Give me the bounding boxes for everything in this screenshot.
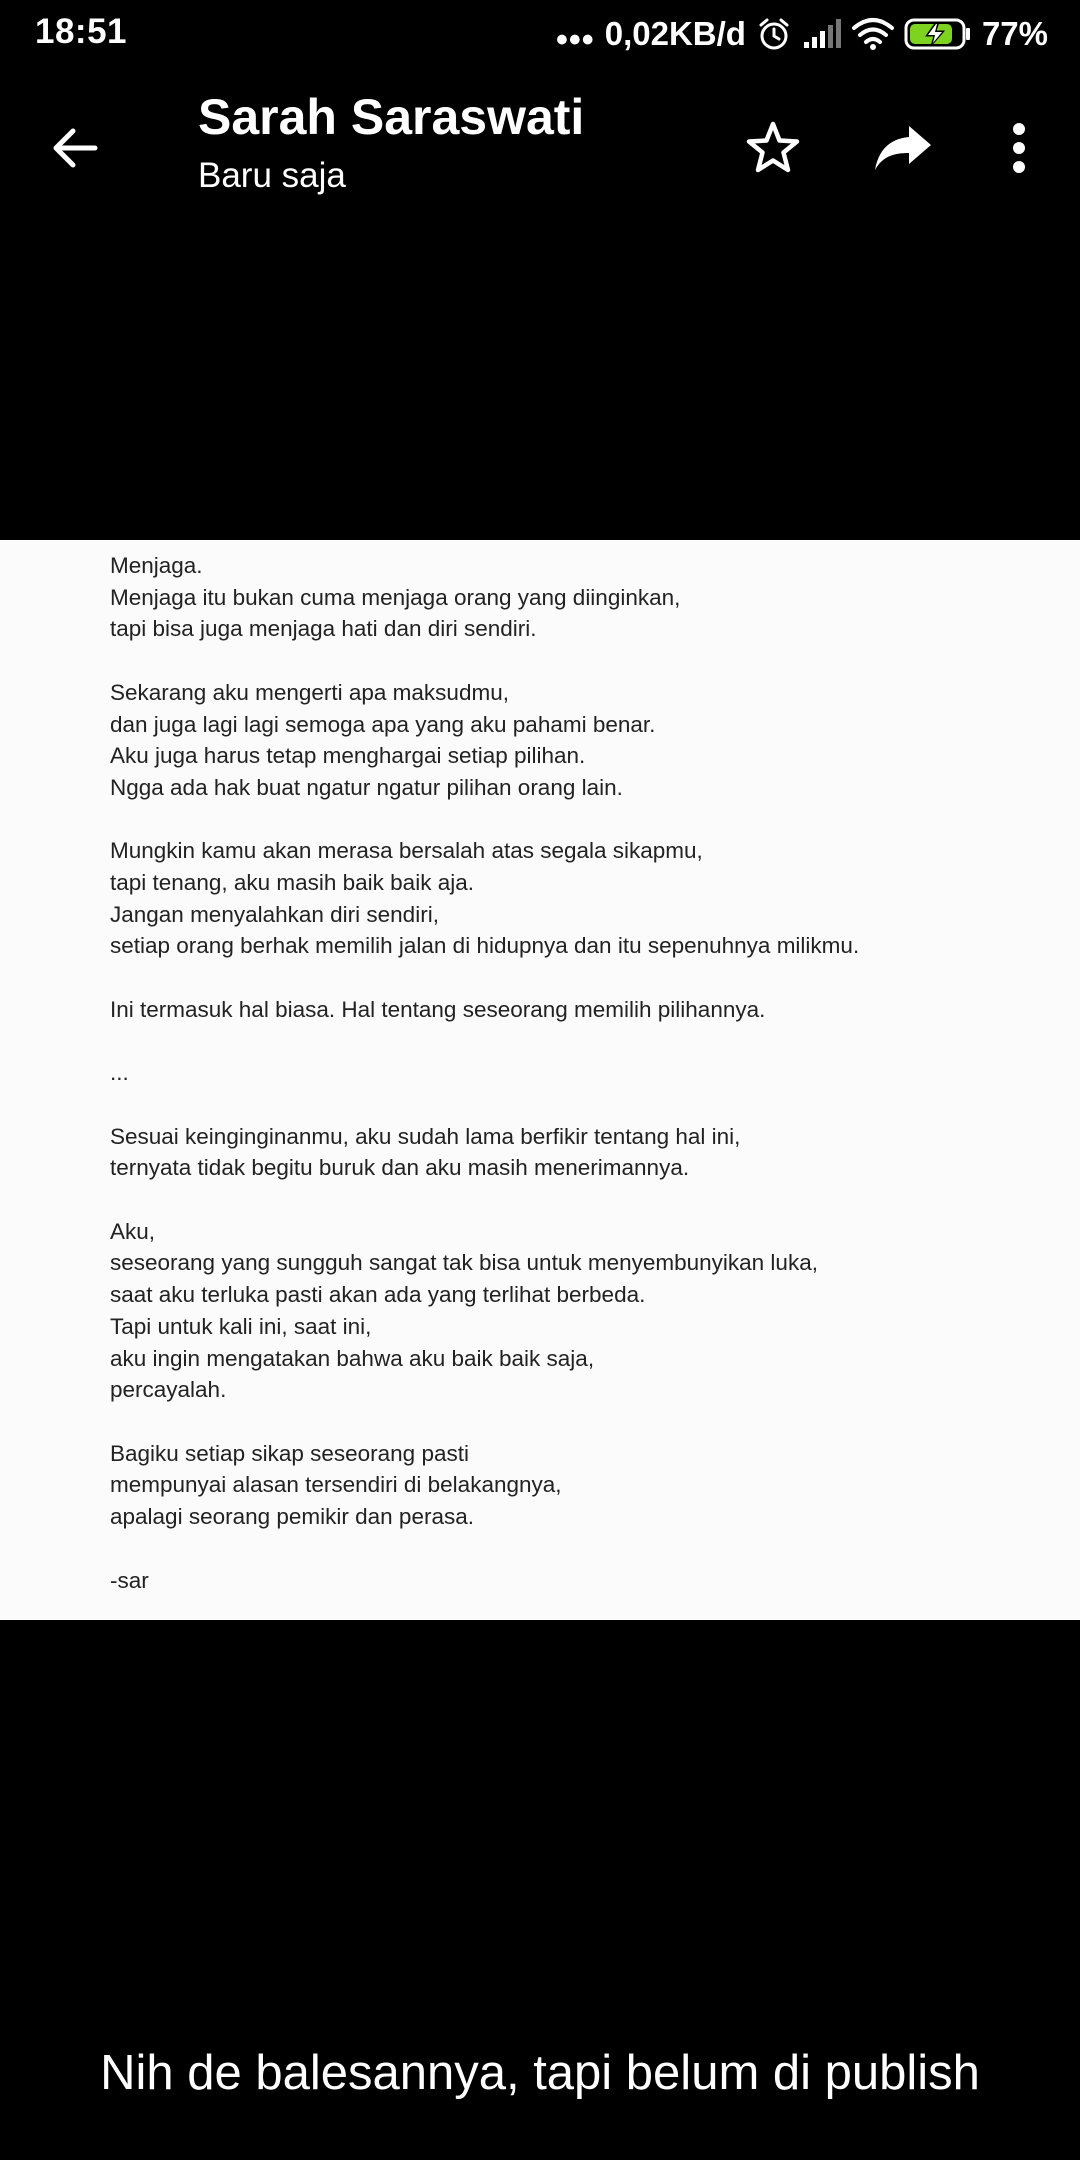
more-options-button[interactable] [994,113,1044,183]
more-vert-icon [1012,123,1026,173]
battery-charging-icon [904,17,972,51]
back-arrow-icon [49,122,101,174]
back-button[interactable] [40,113,110,183]
share-icon [873,124,933,172]
star-icon [745,120,801,176]
share-button[interactable] [866,113,940,183]
message-time: Baru saja [198,156,346,195]
alarm-icon [756,16,792,52]
notification-dots: ••• [556,20,595,59]
app-bar [0,68,1080,218]
wifi-icon [852,17,894,51]
battery-percent: 77% [981,15,1048,52]
star-button[interactable] [738,113,808,183]
status-indicators [556,10,1048,58]
status-bar [0,0,1080,68]
note-text: Menjaga. Menjaga itu bukan cuma menjaga orang yang diinginkan, tapi bisa juga menjaga hati dan diri sendiri. Sekarang aku mengerti apa maksudmu, dan juga lagi lagi semoga apa yang aku pahami benar. Aku juga harus tetap menghargai setiap pilihan. Ngga ada hak buat ngatur ngatur pilihan orang lain. Mungkin kamu akan merasa bersalah atas segala sikapmu, tapi tenang, aku masih baik baik aja. Jangan menyalahkan diri sendiri, setiap orang berhak memilih jalan di hidupnya dan itu sepenuhnya milikmu. Ini termasuk hal biasa. Hal tentang seseorang memilih pilihannya. ... Sesuai keinginginanmu, aku sudah lama berfikir tentang hal ini, ternyata tidak begitu buruk dan aku masih menerimannya. Aku, seseorang yang sungguh sangat tak bisa untuk menyembunyikan luka, saat aku terluka pasti akan ada yang terlihat berbeda. Tapi untuk kali ini, saat ini, aku ingin mengatakan bahwa aku baik baik saja, percayalah. Bagiku setiap sikap seseorang pasti mempunyai alasan tersendiri di belakangnya, apalagi seorang pemikir dan perasa. -sar [110,553,860,1593]
sender-name: Sarah Saraswati [198,89,585,145]
status-time: 18:51 [35,12,128,51]
network-speed: 0,02KB/d [604,15,746,52]
signal-icon [802,18,842,50]
message-image[interactable] [0,540,1080,1620]
image-caption: Nih de balesannya, tapi belum di publish [100,2046,980,2100]
